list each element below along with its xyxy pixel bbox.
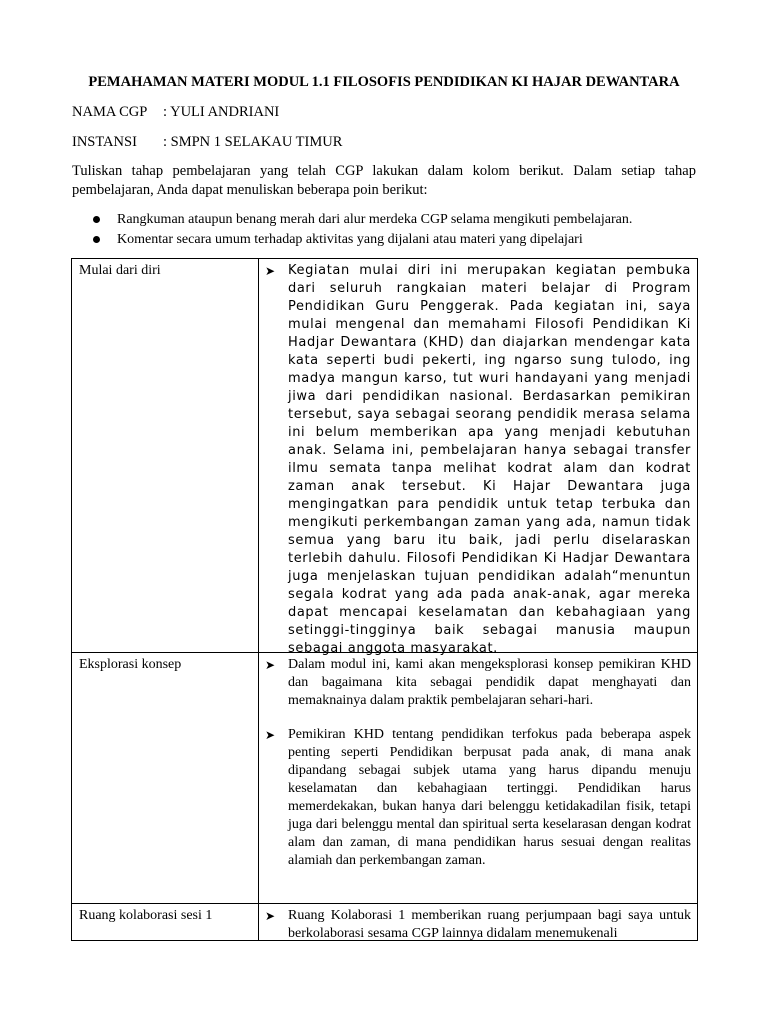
institution-label: INSTANSI — [72, 134, 137, 150]
bullet-dot-icon — [93, 236, 100, 243]
name-value: : YULI ANDRIANI — [163, 104, 280, 120]
learning-stages-table — [71, 258, 698, 941]
bullet-text: Komentar secara umum terhadap aktivitas yang dijalani atau materi yang dipelajari — [117, 232, 583, 247]
institution-value: : SMPN 1 SELAKAU TIMUR — [163, 134, 343, 150]
table-cell-paragraph — [265, 726, 691, 870]
arrow-bullet-icon: ➤ — [265, 658, 276, 672]
name-label: NAMA CGP — [72, 104, 148, 120]
arrow-bullet-icon: ➤ — [265, 264, 276, 278]
arrow-bullet-icon: ➤ — [265, 728, 276, 742]
cell-text: Kegiatan mulai diri ini merupakan kegiatan pembuka dari seluruh rangkaian materi belajar di Program Pendidikan Guru Penggerak. Pada kegiatan ini, saya mulai mengenal dan memahami Filosofi Pendidikan Ki Hadjar Dewantara (KHD) dan diajarkan mendengar kata kata seperti budi pekerti, ing ngarso sung tulodo, ing madya mangun karso, tut wuri handayani yang menjadi jiwa dari pendidikan nasional. Berdasarkan pemikiran tersebut, saya sebagai seorang pendidik merasa selama ini belum memberikan apa yang menjadi kebutuhan anak. Selama ini, pembelajaran hanya sebagai transfer ilmu semata tanpa melihat kodrat alam dan kodrat zaman anak tersebut. Ki Hajar Dewantara juga mengingatkan para pendidik untuk tetap terbuka dan mengikuti perkembangan zaman yang ada, namun tidak semua yang baru itu baik, jadi perlu diselaraskan terlebih dahulu. Filosofi Pendidikan Ki Hadjar Dewantara juga menjelaskan tujuan pendidikan adalah“menuntun segala kodrat yang ada pada anak-anak, agar mereka dapat mencapai keselamatan dan kebahagiaan yang setinggi-tingginya baik sebagai manusia maupun sebagai anggota masyarakat. — [288, 263, 691, 656]
table-cell-paragraph — [265, 907, 691, 941]
name-row — [72, 102, 279, 122]
cell-text: Pemikiran KHD tentang pendidikan terfokus pada beberapa aspek penting seperti Pendidikan berpusat pada anak, di mana anak dipandang sebagai subjek utama yang harus dipandu menuju keselamatan dan kebahagiaan tertinggi. Pendidikan harus memerdekakan, bukan hanya dari belenggu ketidakadilan fisik, tetapi juga dari belenggu mental dan spiritual serta keselarasan dengan kodrat alam dan zaman, di mana pendidikan harus sesuai dengan realitas alamiah dan perkembangan zaman. — [288, 727, 691, 868]
row-label-mulai-dari-diri: Mulai dari diri — [79, 263, 161, 278]
bullet-item — [72, 210, 696, 230]
bullet-item — [72, 230, 696, 250]
cell-text: Ruang Kolaborasi 1 memberikan ruang perjumpaan bagi saya untuk berkolaborasi sesama CGP lainnya didalam menemukenali — [288, 908, 691, 941]
arrow-bullet-icon: ➤ — [265, 909, 276, 923]
row-divider — [72, 903, 697, 904]
row-label-eksplorasi-konsep: Eksplorasi konsep — [79, 657, 182, 672]
instruction-paragraph: Tuliskan tahap pembelajaran yang telah CGP lakukan dalam kolom berikut. Dalam setiap tahap pembelajaran, Anda dapat menuliskan beberapa poin berikut: — [72, 163, 696, 198]
cell-text: Dalam modul ini, kami akan mengeksplorasi konsep pemikiran KHD dan bagaimana kita sebagai pendidik dapat menghayati dan memaknainya dalam praktik pembelajaran sehari-hari. — [288, 657, 691, 708]
instruction-bullet-list — [72, 210, 696, 250]
column-divider — [258, 259, 259, 940]
bullet-dot-icon — [93, 216, 100, 223]
table-cell-paragraph — [265, 656, 691, 710]
document-title: PEMAHAMAN MATERI MODUL 1.1 FILOSOFIS PENDIDIKAN KI HAJAR DEWANTARA — [88, 74, 680, 90]
table-cell-paragraph — [265, 262, 691, 658]
institution-row — [72, 132, 342, 152]
bullet-text: Rangkuman ataupun benang merah dari alur merdeka CGP selama mengikuti pembelajaran. — [117, 212, 633, 227]
row-label-ruang-kolaborasi: Ruang kolaborasi sesi 1 — [79, 908, 213, 923]
